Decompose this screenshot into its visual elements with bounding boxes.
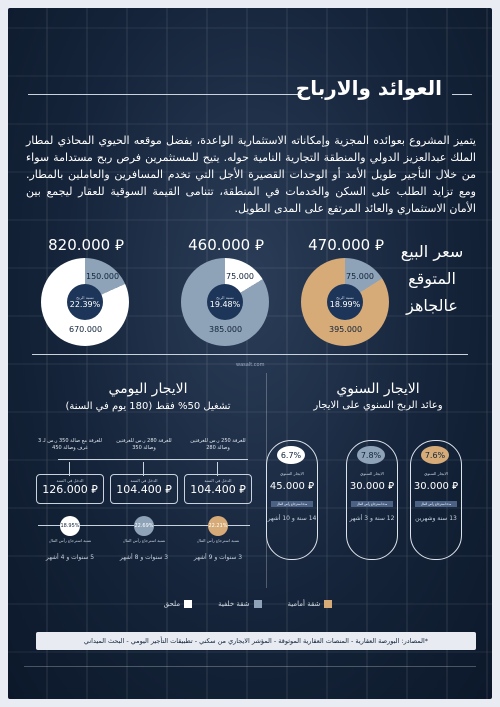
profit-percentage: 18.99% <box>329 300 361 309</box>
daily-item-front: للغرفة 250 ر.س للغرفتين وصالة 280 الدخل في السنة ⃁ 104.400 22.21% نسبة استرجاع رأس المال 3 سنوات و 9 أشهر <box>184 438 252 504</box>
price-value: ⃁ 470.000 <box>308 236 384 254</box>
price-column-annex <box>36 236 136 334</box>
daily-income-value: ⃁ 126.000 <box>42 483 98 496</box>
title-row <box>28 76 472 106</box>
donut-chart <box>301 258 389 346</box>
donut-bottom-value: 395.000 <box>329 325 363 334</box>
donut-top-value: 75.000 <box>226 272 254 281</box>
recovery-percentage: 22.21% <box>208 516 228 536</box>
annual-item-front: 7.6% الايجار السنوي ⃁ 30.000 مدة استرجاع رأس المال 13 سنة وشهرين <box>410 440 462 560</box>
annual-item-back: 7.8% الايجار السنوي ⃁ 30.000 مدة استرجاع رأس المال 12 سنة و 3 أشهر <box>346 440 398 560</box>
title-divider <box>28 94 302 95</box>
riyal-icon: ⃁ <box>254 236 264 254</box>
bottom-divider <box>24 666 476 667</box>
price-column-front <box>296 236 396 334</box>
recovery-duration: 14 سنة و 10 أشهر <box>267 515 317 522</box>
daily-rent-subtitle: تشغيل 50% فقط (180 يوم في السنة) <box>65 401 231 412</box>
legend-item-annex: ملحق <box>164 600 192 608</box>
donut-chart <box>181 258 269 346</box>
title-divider-right <box>452 94 472 95</box>
recovery-duration: 13 سنة وشهرين <box>415 515 457 522</box>
annual-rent-title: الايجار السنوي <box>336 381 420 397</box>
expected-sale-price-label: سعر البيع المتوقع عالجاهز <box>400 242 464 315</box>
recovery-percentage: 18.95% <box>60 516 80 536</box>
annual-rent-subtitle: وعائد الربح السنوي على الايجار <box>313 400 443 411</box>
annual-rent-value: ⃁ 30.000 <box>349 481 395 492</box>
sources-note: *المصادر: البورصة العقارية - المنصات العقارية الموثوقة - المؤشر الايجاري من سكني - تطبيقات التأجير اليومي - البحث الميداني <box>36 632 476 650</box>
annual-yield: 7.8% <box>357 446 385 464</box>
price-value: ⃁ 460.000 <box>188 236 264 254</box>
legend <box>128 600 368 608</box>
prices-section <box>26 236 476 354</box>
daily-note: للغرفة مع صالة 350 ر.س لـ 3 غرف وصالة 450 <box>37 438 103 451</box>
donut-chart <box>41 258 129 346</box>
donut-bottom-value: 385.000 <box>209 325 243 334</box>
daily-item-back: للغرفة 280 ر.س للغرفتين وصالة 350 الدخل في السنة ⃁ 104.400 22.69% نسبة استرجاع رأس المال 3 سنوات و 8 أشهر <box>110 438 178 504</box>
daily-income-box: الدخل في السنة ⃁ 104.400 <box>184 474 252 504</box>
recovery-duration: 12 سنة و 3 أشهر <box>349 515 395 522</box>
watermark: wasalt.com <box>236 362 265 368</box>
donut-center: نسبة الربح 19.48% <box>207 284 243 320</box>
recovery-duration: 5 سنوات و 4 أشهر <box>45 554 95 561</box>
legend-item-front: شقة أمامية <box>288 600 333 608</box>
daily-item-annex: للغرفة مع صالة 350 ر.س لـ 3 غرف وصالة 450 الدخل في السنة ⃁ 126.000 18.95% نسبة استرجاع رأس المال 5 سنوات و 4 أشهر <box>37 438 103 561</box>
profit-percentage: 19.48% <box>209 300 241 309</box>
connector <box>69 462 70 476</box>
legend-swatch <box>324 600 332 608</box>
daily-income-value: ⃁ 104.400 <box>190 483 246 496</box>
donut-bottom-value: 670.000 <box>69 325 103 334</box>
riyal-icon: ⃁ <box>374 236 384 254</box>
annual-item-annex: 6.7% الايجار السنوي ⃁ 45.000 مدة استرجاع رأس المال 14 سنة و 10 أشهر <box>266 440 318 560</box>
daily-rent-title: الايجار اليومي <box>108 381 188 397</box>
daily-note: للغرفة 280 ر.س للغرفتين وصالة 350 <box>116 438 172 451</box>
investment-card <box>8 8 492 699</box>
price-value: ⃁ 820.000 <box>48 236 124 254</box>
annual-rent-value: ⃁ 30.000 <box>413 481 459 492</box>
annual-yield: 7.6% <box>421 446 449 464</box>
legend-item-back: شقة خلفية <box>218 600 261 608</box>
donut-center: نسبة الربح 22.39% <box>67 284 103 320</box>
recovery-percentage: 22.69% <box>134 516 154 536</box>
daily-note: للغرفة 250 ر.س للغرفتين وصالة 280 <box>190 438 246 451</box>
annual-rent-value: ⃁ 45.000 <box>269 481 315 492</box>
riyal-icon: ⃁ <box>114 236 124 254</box>
daily-income-value: ⃁ 104.400 <box>116 483 172 496</box>
recovery-duration: 3 سنوات و 9 أشهر <box>193 554 243 561</box>
recovery-duration: 3 سنوات و 8 أشهر <box>119 554 169 561</box>
donut-top-value: 75.000 <box>346 272 374 281</box>
page-title: العوائد والارباح <box>295 76 442 100</box>
donut-center: نسبة الربح 18.99% <box>327 284 363 320</box>
price-column-back <box>176 236 276 334</box>
donut-top-value: 150.000 <box>86 272 120 281</box>
intro-paragraph: يتميز المشروع بعوائده المجزية وإمكاناته الاستثمارية الواعدة، بفضل موقعه الحيوي المحاذي لمطار الملك عبدالعزيز الدولي والمنطقة التجارية النامية حوله. يتيح للمستثمرين فرص ربح مستدامة سواء من خلال التأجير طويل الأمد أو الوحدات القصيرة الأجل التي تخدم المسافرين والعاملين بالمطار. ومع تزايد الطلب على السكن والخدمات في المنطقة، تتنامى القيمة السوقية للعقار ليجمع بين الأمان الاستثماري والعائد المرتفع على المدى الطويل. <box>26 134 476 215</box>
section-divider <box>32 354 468 355</box>
legend-swatch <box>254 600 262 608</box>
daily-income-box: الدخل في السنة ⃁ 104.400 <box>110 474 178 504</box>
connector <box>217 462 218 476</box>
daily-income-box: الدخل في السنة ⃁ 126.000 <box>36 474 104 504</box>
annual-yield: 6.7% <box>277 446 305 464</box>
profit-percentage: 22.39% <box>69 300 101 309</box>
legend-swatch <box>184 600 192 608</box>
connector <box>143 462 144 476</box>
